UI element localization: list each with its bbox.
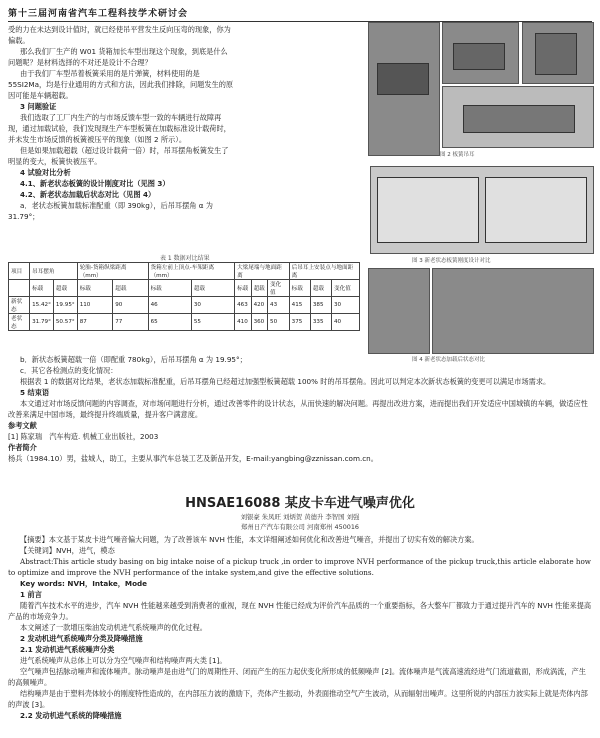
- table-cell: 后吊耳上安装点与地面距离: [289, 263, 359, 280]
- para-line: 那么我们厂生产的 W01 货箱加长车型出现这个现象，到底是什么: [20, 47, 228, 56]
- table-row: [9, 314, 360, 331]
- keywords-cn: 【关键词】NVH，进气，模态: [20, 546, 115, 555]
- figure-2b-photo: [442, 22, 519, 84]
- section-heading: 3 问题验证: [20, 102, 57, 111]
- data-table: [8, 262, 360, 331]
- table-cell: 标载: [30, 280, 54, 297]
- table-cell: 标载: [148, 280, 191, 297]
- table-cell: 87: [77, 314, 113, 331]
- article-title: HNSAE16088 某皮卡车进气噪声优化: [185, 496, 415, 511]
- figure-4b-photo: [432, 268, 594, 354]
- table-cell: 标载: [235, 280, 251, 297]
- subsection-heading: 4.2、新老状态加载后状态对比（见图 4）: [20, 190, 156, 199]
- table-cell: 50.57°: [53, 314, 77, 331]
- para: 根据表 1 的数据对比结果，老状态加载标准配重，后吊耳摆角已经超过加强型板簧超载 100% 时的吊耳摆角。因此可以判定本次新状态板簧的变更可以满足市场需求。: [20, 377, 551, 386]
- abstract-en: Abstract:This article study basing on big intake noise of a pickup truck ,in order to improve NVH performance of the pickup truck,this article elaborate how to optimize and improve the NVH performance of the intake system,and give the effective solutions.: [8, 557, 591, 577]
- table-cell: [9, 280, 30, 297]
- table-cell: 50: [268, 314, 290, 331]
- para-line: 受的力在未达到设计值时，就已经使吊平营发生反向压弯的现象，你为: [8, 25, 231, 34]
- page-header: 第十三届河南省汽车工程科技学术研讨会: [8, 6, 592, 22]
- table-cell: 110: [77, 297, 113, 314]
- para-line: 但是如果加载超载（超过设计载荷一倍）时，吊耳摆角板簧发生了: [20, 146, 229, 155]
- table-cell: 轮胎-货箱纵梁距离（mm）: [77, 263, 148, 280]
- table-caption: 表 1 数据对比结果: [160, 255, 210, 262]
- para: 空气噪声包括脉动噪声和流体噪声。脉动噪声是由进气门的周期性开、闭而产生的压力起伏变化所形成的低频噪声 [2]。流体噪声是气流高速流经进气门流道截面，形成涡流，产生的高频噪声。: [8, 667, 586, 687]
- para-line: 我们选取了工厂内生产的与市场反馈车型一致的车辆进行故障再: [20, 113, 222, 122]
- para-line: 问题呢？是材料选择的不对还是设计不合理？: [8, 58, 152, 67]
- figure-2d-photo: [442, 86, 594, 148]
- left-column: [8, 24, 360, 222]
- lower-section: [8, 354, 592, 464]
- article-authors: 刘银豪 朱凤旺 刘炳贺 黄德升 李智国 刘强: [240, 513, 360, 521]
- table-cell: 335: [310, 314, 331, 331]
- author-bio: 杨兵（1984.10）男，盐城人，助工，主要从事汽车总装工艺及新品开发，E-mail:yangbing@zznissan.com.cn。: [8, 454, 378, 463]
- figure-2-caption: 图 2 板簧吊耳: [440, 152, 475, 158]
- section-heading: 1 前言: [20, 590, 42, 599]
- subsection-heading: 2.1 发动机进气系统噪声分类: [20, 645, 115, 654]
- para-line: 由于我们厂车型吊着板簧采用的是片弹簧，材料使用的是: [20, 69, 200, 78]
- table-cell: 415: [289, 297, 310, 314]
- table-cell: 新状态: [9, 297, 30, 314]
- para-line: 偏载。: [8, 36, 30, 45]
- section-heading: 2 发动机进气系统噪声分类及降噪措施: [20, 634, 143, 643]
- table-cell: 30: [191, 297, 234, 314]
- section-heading: 4 试验对比分析: [20, 168, 71, 177]
- table-header-row: [9, 280, 360, 297]
- figure-2c-photo: [522, 22, 594, 84]
- figure-3-caption: 图 3 新老状态板簧刚度设计对比: [412, 258, 491, 264]
- table-cell: 吊耳摆角: [30, 263, 78, 280]
- para-line: 55SI2Ma，均是行业通用的方式和方法，因此我们排除，问题发生的原: [8, 80, 234, 89]
- para-line: b．新状态板簧超载一倍（即配重 780kg），后吊耳摆角 α 为 19.95°；: [20, 355, 247, 364]
- table-cell: 46: [148, 297, 191, 314]
- reference: [1] 陈家瑞 汽车构造. 机械工业出版社，2003: [8, 432, 159, 441]
- para-line: 因可能是车辆超载。: [8, 91, 73, 100]
- para: 随着汽车技术水平的进步，汽车 NVH 性能越来越受到消费者的重视，现在 NVH 性能已经成为评价汽车品质的一个重要指标，各大整车厂都致力于通过提升汽车的 NVH 性能来提高产品的市场竞争力。: [8, 601, 592, 621]
- para: 结构噪声是由于塑料壳体较小的刚度特性造成的，在内部压力波的激励下，壳体产生振动，外表面推动空气产生波动，从而辐射出噪声。这里所说的内部压力波实际上就是壳体内部的声波 [3]。: [8, 689, 588, 709]
- table-cell: 变化值: [268, 280, 290, 297]
- table-row: [9, 297, 360, 314]
- para-line: 并未发生市场反馈的板簧被压平的现象（如图 2 所示）。: [8, 135, 187, 144]
- table-cell: 463: [235, 297, 251, 314]
- article-affiliation: 郑州日产汽车有限公司 河南郑州 450016: [241, 523, 359, 531]
- para-line: 现，通过加载试验，我们发现现生产车型板簧在加载标准设计载荷时，: [8, 124, 231, 133]
- table-cell: 标载: [289, 280, 310, 297]
- article-body: [8, 534, 592, 721]
- figure-3-photo: [370, 166, 594, 254]
- para-line: 31.79°；: [8, 212, 40, 221]
- table-cell: 变化值: [332, 280, 360, 297]
- refs-heading: 参考文献: [8, 421, 37, 430]
- table-cell: 超载: [310, 280, 331, 297]
- table-cell: 420: [251, 297, 267, 314]
- table-cell: 410: [235, 314, 251, 331]
- subsection-heading: 2.2 发动机进气系统的降噪措施: [20, 711, 122, 720]
- table-cell: 15.42°: [30, 297, 54, 314]
- subsection-heading: 4.1、新老状态板簧的设计刚度对比（见图 3）: [20, 179, 170, 188]
- para-line: a．老状态板簧加载标准配重（即 390kg），后吊耳摆角 α 为: [20, 201, 213, 210]
- table-cell: 31.79°: [30, 314, 54, 331]
- table-cell: 货箱左前上顶点-车架距离（mm）: [148, 263, 235, 280]
- table-cell: 43: [268, 297, 290, 314]
- para-line: c．其它各检测点的变化情况：: [20, 366, 118, 375]
- table-cell: 超载: [251, 280, 267, 297]
- author-heading: 作者简介: [8, 443, 37, 452]
- table-cell: 项目: [9, 263, 30, 280]
- figure-4-caption: 图 4 新老状态加载后状态对比: [412, 357, 485, 363]
- table-cell: 30: [332, 297, 360, 314]
- table-cell: 360: [251, 314, 267, 331]
- table-cell: 超载: [113, 280, 148, 297]
- table-cell: 19.95°: [53, 297, 77, 314]
- figure-4a-photo: [368, 268, 430, 354]
- table-cell: 超载: [191, 280, 234, 297]
- figure-2a-photo: [368, 22, 440, 156]
- table-cell: 大梁尾端与地面距离: [235, 263, 290, 280]
- table-cell: 385: [310, 297, 331, 314]
- table-header-row: [9, 263, 360, 280]
- abstract-cn: 【摘要】本文基于某皮卡进气噪音偏大问题，为了改善该车 NVH 性能，本文详细阐述如何优化和改善进气噪音，并提出了切实有效的解决方案。: [20, 535, 479, 544]
- table-cell: 40: [332, 314, 360, 331]
- table-cell: 标载: [77, 280, 113, 297]
- para: 本文通过对市场反馈问题的内容调查，对市场问题进行分析，通过改善零件的设计状态，从而快速的解决问题。再提出改进方案，进而提出我们开发适应中国城镇的车辆，做适应性改善来满足中国市场，最终提升终端质量，提升客户满意度。: [8, 399, 588, 419]
- para: 进气系统噪声从总体上可以分为空气噪声和结构噪声两大类 [1]。: [20, 656, 227, 665]
- table-cell: 77: [113, 314, 148, 331]
- table-cell: 375: [289, 314, 310, 331]
- table-cell: 老状态: [9, 314, 30, 331]
- table-cell: 90: [113, 297, 148, 314]
- para-line: 明显的变大，板簧快被压平。: [8, 157, 102, 166]
- table-cell: 超载: [53, 280, 77, 297]
- para: 本文阐述了一款增压柴油发动机进气系统噪声的优化过程。: [20, 623, 207, 632]
- keywords-en: Key words: NVH，Intake，Mode: [20, 579, 148, 588]
- table-cell: 65: [148, 314, 191, 331]
- section-heading: 5 结束语: [20, 388, 50, 397]
- table-cell: 55: [191, 314, 234, 331]
